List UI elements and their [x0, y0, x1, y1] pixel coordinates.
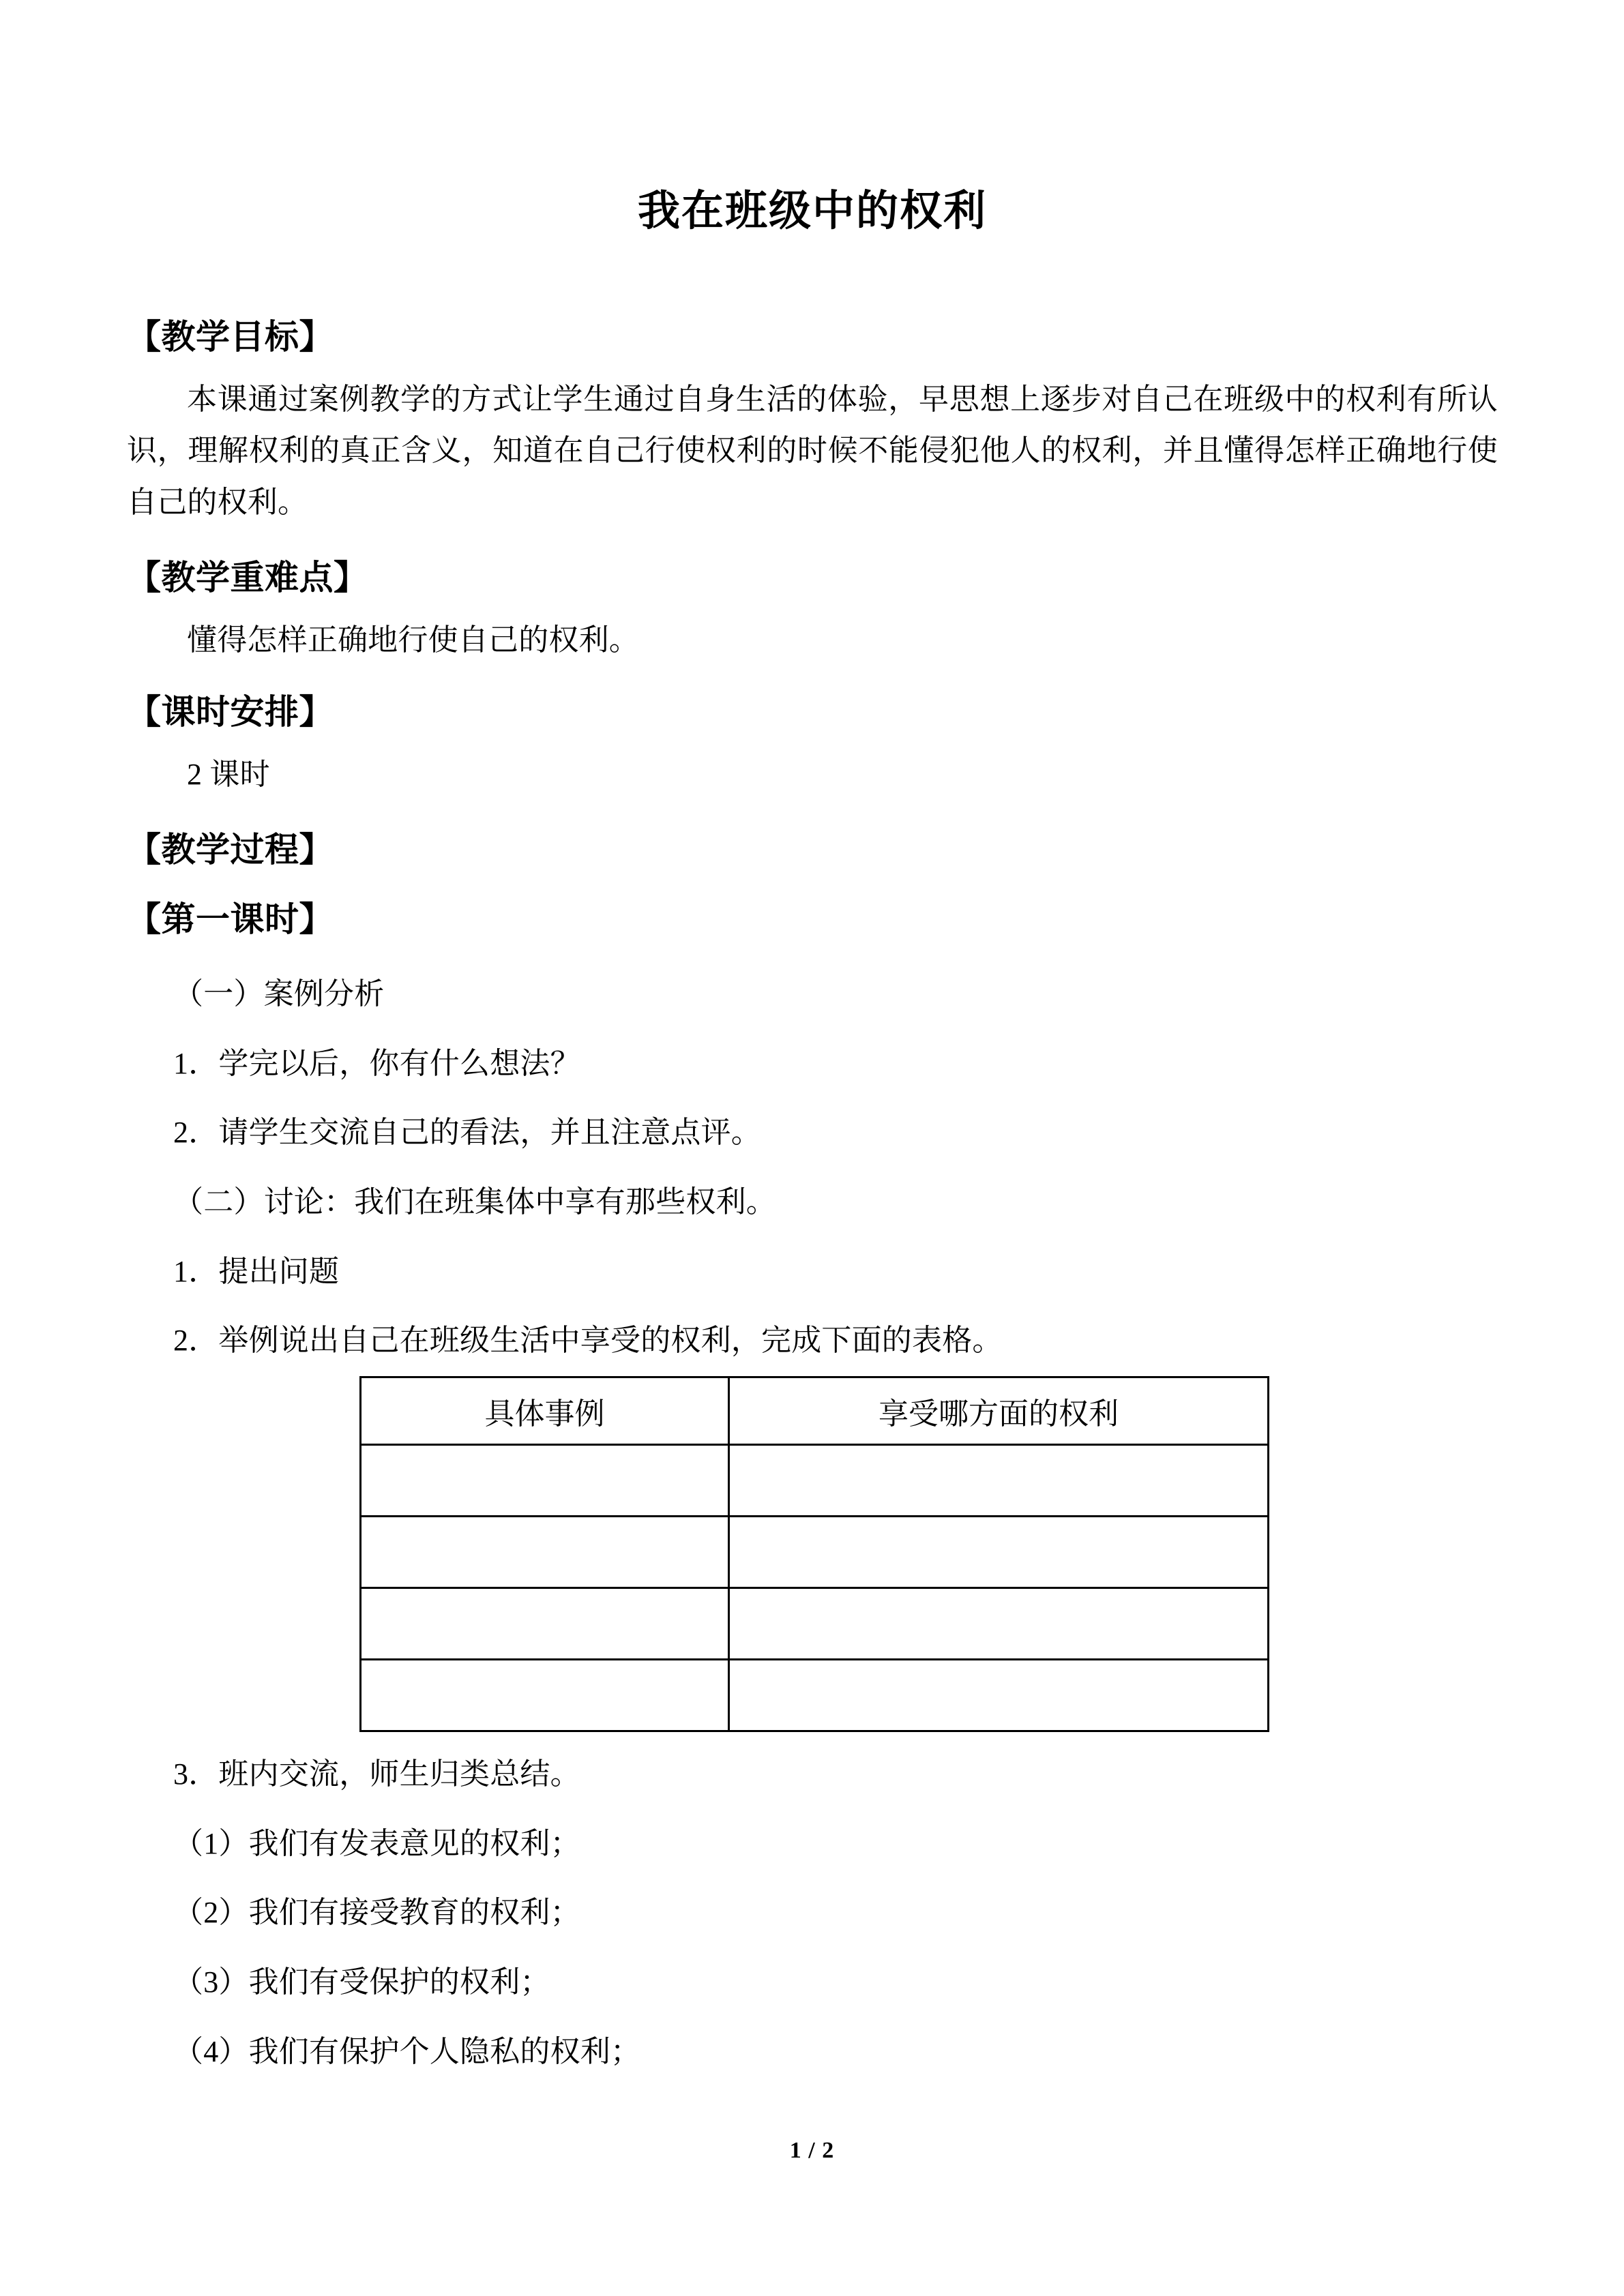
table-cell-right-type[interactable]: [729, 1444, 1269, 1516]
lesson-item-2-1: 1．提出问题: [173, 1254, 340, 1288]
table-row: [361, 1587, 1269, 1659]
section-heading-first-lesson: 【第一课时】: [127, 899, 334, 938]
lesson-item-1-1: 1．学完以后，你有什么想法？: [173, 1046, 580, 1080]
lesson-right-item-2: （2）我们有接受教育的权利；: [173, 1896, 580, 1930]
section-heading-teaching-process: 【教学过程】: [127, 830, 334, 869]
table-cell-right-type[interactable]: [729, 1516, 1269, 1587]
lesson-part-two-label: （二）讨论：我们在班集体中享有那些权利。: [173, 1184, 776, 1219]
table-cell-right-type[interactable]: [729, 1659, 1269, 1731]
table-cell-right-type[interactable]: [729, 1587, 1269, 1659]
lesson-item-2-2: 2．举例说出自己在班级生活中享受的权利，完成下面的表格。: [173, 1324, 1003, 1358]
table-cell-case[interactable]: [361, 1587, 729, 1659]
table-header-cell-case: 具体事例: [361, 1377, 729, 1444]
lesson-part-one-label: （一）案例分析: [173, 976, 385, 1011]
worksheet-table-container: [127, 1376, 1498, 1732]
section-heading-class-hours: 【课时安排】: [127, 693, 334, 732]
section-body-key-difficulties: 懂得怎样正确地行使自己的权利。: [187, 623, 639, 657]
table-cell-case[interactable]: [361, 1444, 729, 1516]
rights-worksheet-table: [359, 1376, 1269, 1732]
lesson-right-item-4: （4）我们有保护个人隐私的权利；: [173, 2034, 641, 2068]
lesson-item-1-2: 2．请学生交流自己的看法，并且注意点评。: [173, 1116, 761, 1150]
page-footer: 1 / 2: [789, 2138, 835, 2163]
section-heading-key-difficulties: 【教学重难点】: [127, 558, 368, 597]
table-row: [361, 1659, 1269, 1731]
section-heading-teaching-objectives: 【教学目标】: [127, 317, 334, 356]
page-content: [127, 0, 1498, 2077]
page-title: 我在班级中的权利: [637, 188, 987, 235]
lesson-item-2-3: 3．班内交流，师生归类总结。: [173, 1757, 580, 1791]
table-header-row: [361, 1377, 1269, 1444]
section-body-teaching-objectives: 本课通过案例教学的方式让学生通过自身生活的体验，早思想上逐步对自己在班级中的权利有所认识，理解权利的真正含义，知道在自己行使权利的时候不能侵犯他人的权利，并且懂得怎样正确地行使自己的权利。: [127, 382, 1498, 519]
table-cell-case[interactable]: [361, 1659, 729, 1731]
table-row: [361, 1444, 1269, 1516]
table-row: [361, 1516, 1269, 1587]
table-cell-case[interactable]: [361, 1516, 729, 1587]
lesson-right-item-1: （1）我们有发表意见的权利；: [173, 1826, 580, 1860]
lesson-right-item-3: （3）我们有受保护的权利；: [173, 1965, 550, 1999]
section-body-class-hours: 2 课时: [187, 758, 270, 792]
table-header-cell-right-type: 享受哪方面的权利: [729, 1377, 1269, 1444]
